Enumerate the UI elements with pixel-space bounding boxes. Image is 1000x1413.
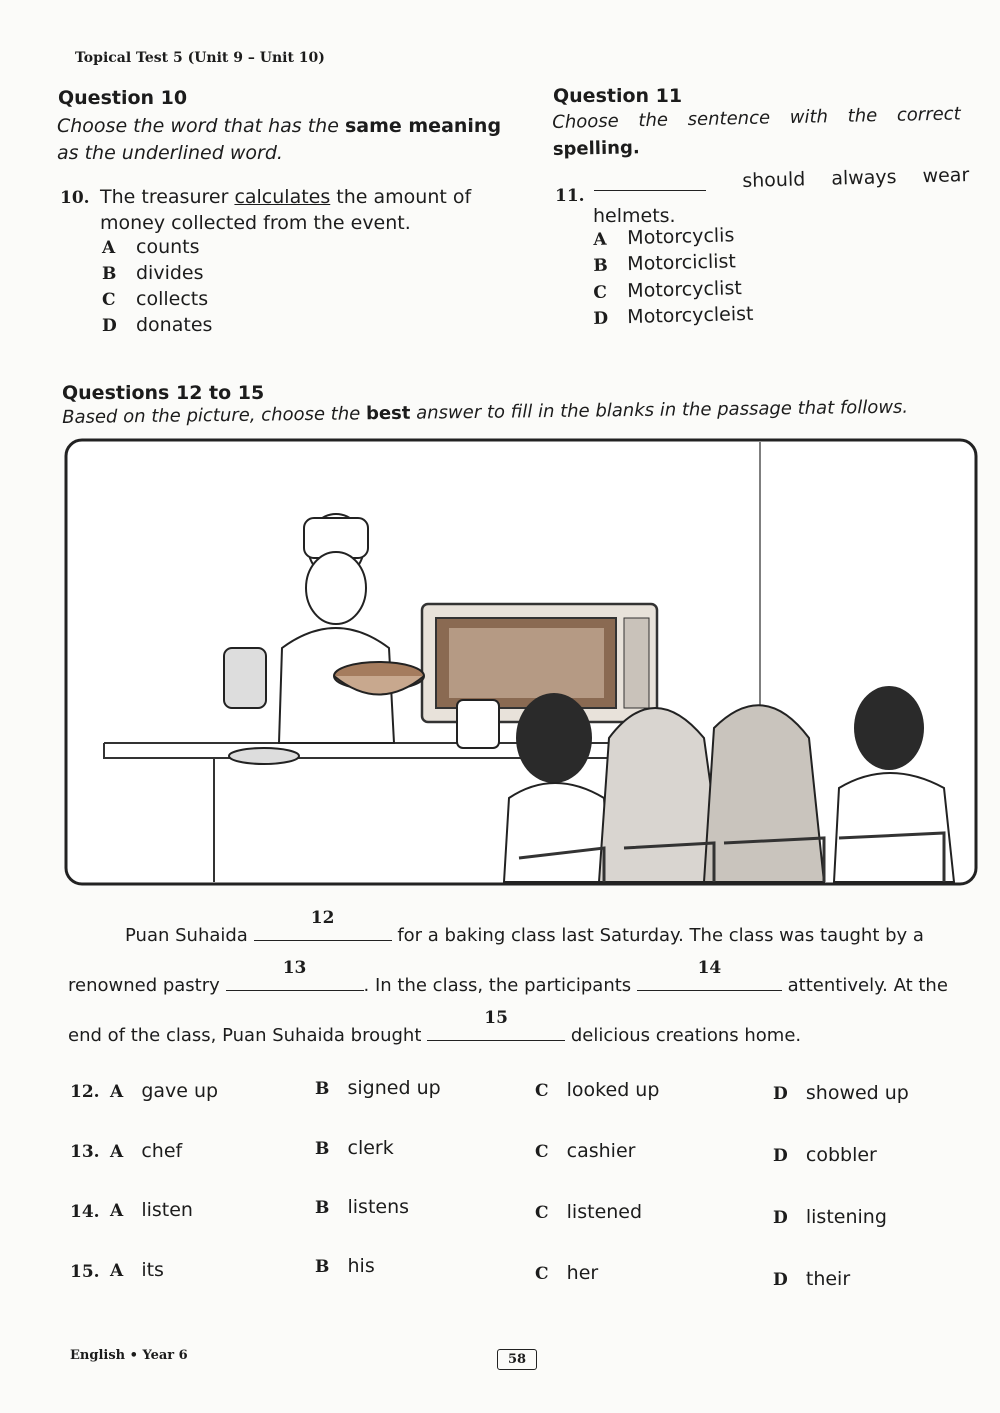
q12-15-instruction: Based on the picture, choose the best answer to fill in the blanks in the passage that follows. [62, 396, 909, 428]
q15-row: 15. [70, 1262, 100, 1282]
q11-stem-line2: helmets. [593, 205, 676, 227]
q13-option-d[interactable]: D cobbler [773, 1144, 877, 1166]
q15-option-a[interactable]: A its [110, 1259, 164, 1281]
q11-option-d[interactable]: D Motorcycleist [593, 302, 754, 329]
blank-15[interactable]: 15 [427, 1020, 565, 1041]
q11-blank [594, 190, 706, 191]
q10-option-b[interactable]: B divides [102, 262, 204, 284]
q10-stem: The treasurer calculates the amount of money collected from the event. [100, 186, 472, 234]
q12-option-b[interactable]: B signed up [315, 1077, 441, 1099]
q14-option-d[interactable]: D listening [773, 1206, 887, 1228]
footer-subject: English • Year 6 [70, 1348, 188, 1363]
q10-option-c[interactable]: C collects [102, 288, 209, 310]
q14-row: 14. [70, 1202, 100, 1222]
blank-14[interactable]: 14 [637, 970, 782, 991]
page-header: Topical Test 5 (Unit 9 – Unit 10) [75, 50, 325, 66]
q11-stem-mid: should always wear [742, 164, 970, 192]
blank-12[interactable]: 12 [254, 920, 392, 941]
q15-option-c[interactable]: C her [535, 1262, 599, 1284]
q10-title: Question 10 [58, 87, 188, 109]
passage-line-1: Puan Suhaida 12 for a baking class last Saturday. The class was taught by a [125, 908, 924, 946]
baking-class-illustration [64, 438, 980, 888]
q14-option-b[interactable]: B listens [315, 1196, 410, 1218]
passage-line-2: renowned pastry 13 . In the class, the participants 14 attentively. At the [68, 958, 948, 996]
q15-option-b[interactable]: B his [315, 1255, 375, 1277]
q14-option-c[interactable]: C listened [535, 1201, 643, 1223]
q11-title: Question 11 [553, 85, 683, 107]
q11-option-b[interactable]: B Motorciclist [593, 250, 737, 276]
q13-option-c[interactable]: C cashier [535, 1140, 636, 1162]
blank-13[interactable]: 13 [226, 970, 364, 991]
q11-instruction: Choose the sentence with the correct spelling. [552, 103, 961, 160]
q13-row: 13. [70, 1142, 100, 1162]
q10-option-d[interactable]: D donates [102, 314, 213, 336]
q10-option-a[interactable]: A counts [102, 236, 200, 258]
underlined-word: calculates [234, 186, 331, 208]
q12-option-d[interactable]: D showed up [773, 1082, 909, 1104]
q12-row: 12. [70, 1082, 100, 1102]
q13-option-b[interactable]: B clerk [315, 1137, 394, 1159]
q11-option-c[interactable]: C Motorcyclist [593, 277, 743, 303]
q12-15-title: Questions 12 to 15 [62, 382, 265, 404]
q11-option-a[interactable]: A Motorcyclis [593, 224, 735, 250]
q10-number: 10. [60, 188, 90, 208]
page-number: 58 [497, 1349, 537, 1370]
passage-line-3: end of the class, Puan Suhaida brought 15 delicious creations home. [68, 1008, 802, 1046]
q12-option-c[interactable]: C looked up [535, 1079, 660, 1101]
q10-instruction: Choose the word that has the same meaning as the underlined word. [57, 115, 502, 164]
q14-option-a[interactable]: A listen [110, 1199, 193, 1221]
q11-number: 11. [555, 186, 585, 206]
q13-option-a[interactable]: A chef [110, 1140, 183, 1162]
q15-option-d[interactable]: D their [773, 1268, 851, 1290]
q12-option-a[interactable]: A gave up [110, 1080, 219, 1102]
